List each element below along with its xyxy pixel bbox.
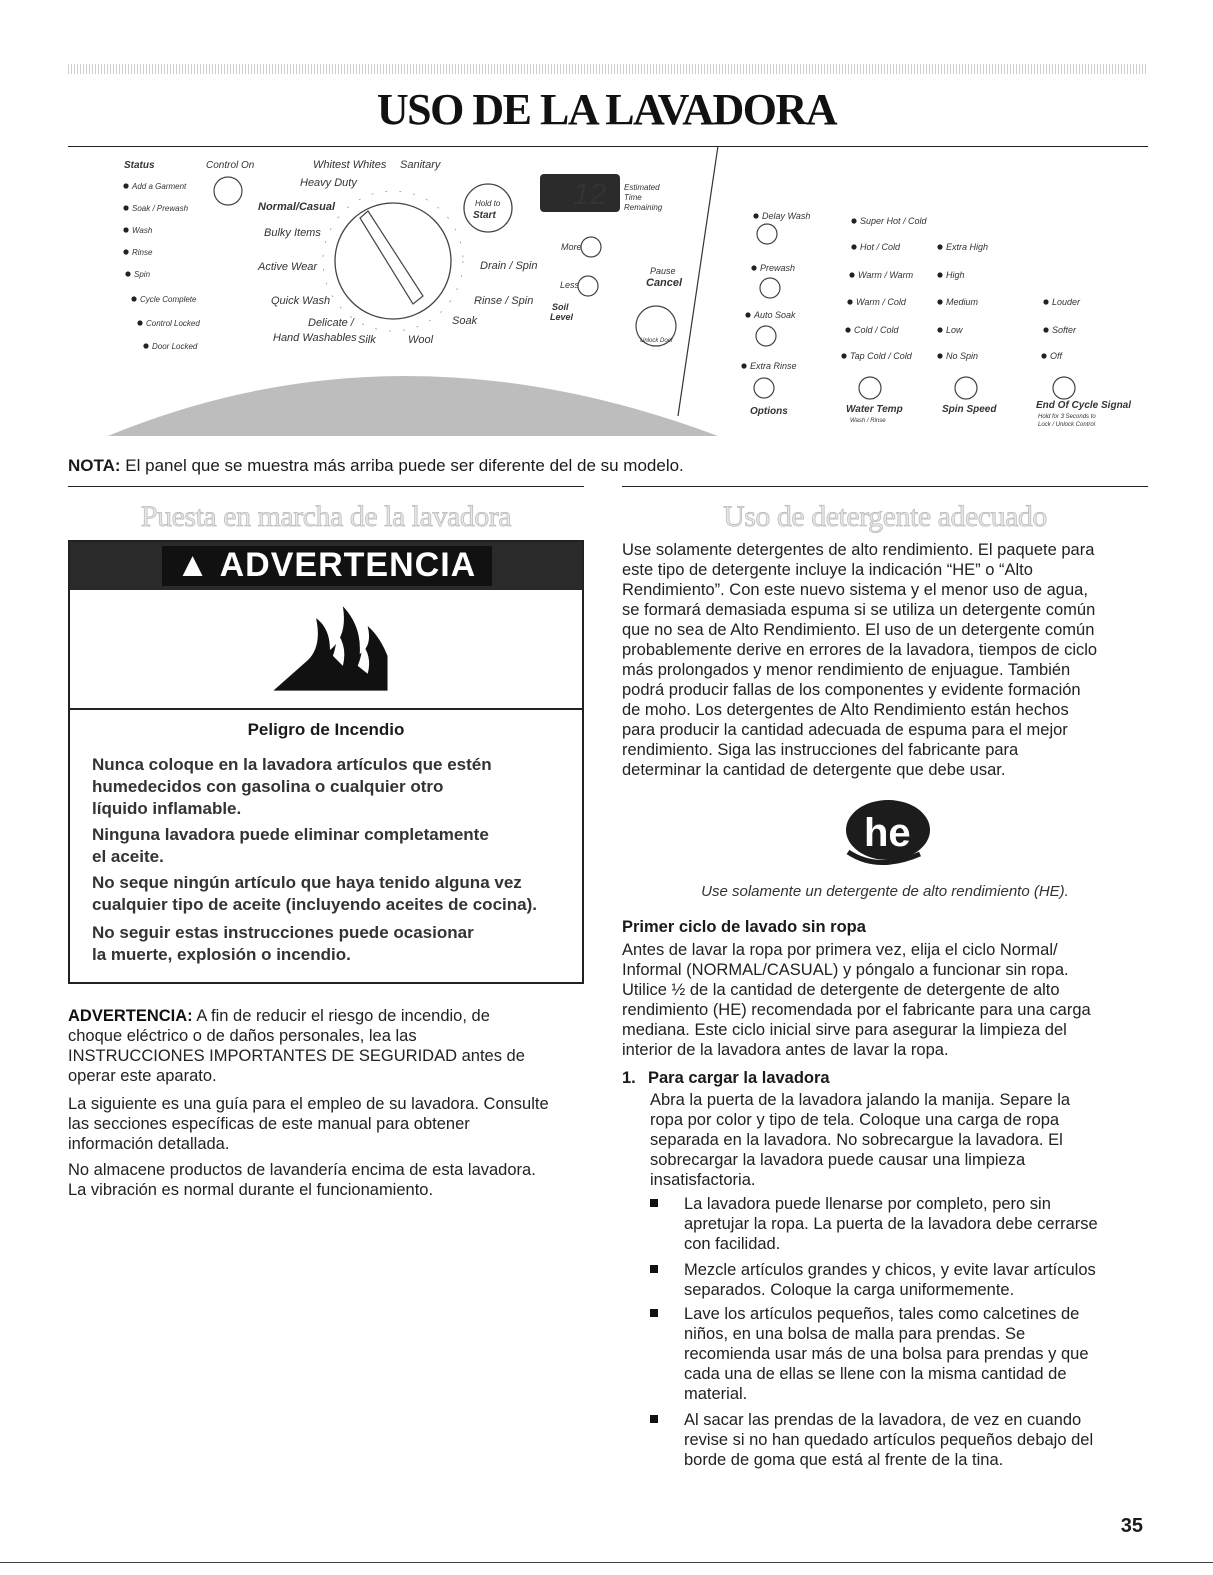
panel-note: [68, 456, 684, 476]
body-line: La siguiente es una guía para el empleo de su lavadora. Consulte: [68, 1095, 549, 1113]
spin-speed-button[interactable]: [955, 377, 977, 399]
storage-paragraph: [68, 1160, 588, 1200]
section-heading-left: Puesta en marcha de la lavadora: [140, 500, 512, 533]
body-line: insatisfactoria.: [650, 1171, 756, 1189]
bullet-text: [684, 1410, 1144, 1470]
body-line: interior de la lavadora antes de lavar la ropa.: [622, 1041, 949, 1059]
cycle-label: Wool: [408, 334, 434, 346]
more-button[interactable]: [581, 237, 601, 257]
water-temp-sub: Wash / Rinse: [850, 418, 886, 424]
cycle-signal-sub: Hold for 3 Seconds to: [1038, 414, 1096, 420]
temp-item: Super Hot / Cold: [860, 216, 927, 226]
soil-label: Soil: [552, 302, 569, 312]
spin-item: High: [946, 270, 965, 280]
body-line: Al sacar las prendas de la lavadora, de vez en cuando: [684, 1411, 1082, 1429]
cycle-label: Silk: [358, 334, 376, 346]
body-line: apretujar la ropa. La puerta de la lavadora debe cerrarse: [684, 1215, 1098, 1233]
spin-speed-label: Spin Speed: [942, 404, 997, 415]
less-button[interactable]: [578, 276, 598, 296]
cycle-label: Active Wear: [258, 261, 318, 273]
less-label: Less: [560, 280, 580, 290]
step-heading: [622, 1069, 830, 1088]
body-line: mediana. Este ciclo inicial sirve para asegurar la limpieza del: [622, 1021, 1067, 1039]
page-bottom-rule: [0, 1562, 1213, 1563]
warning-line: No seque ningún artículo que haya tenido alguna vez: [92, 873, 522, 892]
water-temp-group: [841, 216, 927, 424]
he-logo: [838, 796, 938, 868]
step-paragraph: [650, 1090, 1150, 1190]
warning-line: Nunca coloque en la lavadora artículos que estén: [92, 755, 492, 774]
cycle-label: Bulky Items: [264, 227, 321, 239]
more-label: More: [561, 242, 582, 252]
step-title: Para cargar la lavadora: [648, 1069, 830, 1087]
time-display-value: 12: [573, 178, 607, 211]
body-line: A fin de reducir el riesgo de incendio, de: [192, 1007, 490, 1025]
body-line: con facilidad.: [684, 1235, 781, 1253]
options-group: [741, 211, 810, 417]
spin-item: Extra High: [946, 242, 989, 252]
body-line: podrá producir fallas de los componentes y evidente formación: [622, 681, 1081, 699]
body-line: ropa por color y tipo de tela. Coloque una carga de ropa: [650, 1111, 1060, 1129]
advertencia-label: ADVERTENCIA:: [68, 1007, 193, 1025]
warning-triangle-icon: ▲: [175, 546, 211, 584]
body-line: material.: [684, 1385, 748, 1403]
header-pattern-band: [68, 64, 1148, 74]
bullet-square-icon: [650, 1199, 658, 1207]
temp-item: Tap Cold / Cold: [850, 351, 912, 361]
status-title: Status: [124, 160, 155, 171]
body-line: Utilice ½ de la cantidad de detergente de detergente de alto: [622, 981, 1060, 999]
cancel-label: Cancel: [646, 277, 683, 289]
warning-line: cualquier tipo de aceite (incluyendo aceites de cocina).: [92, 895, 537, 914]
guide-paragraph: [68, 1094, 588, 1154]
hold-to-label: Hold to: [475, 199, 501, 208]
option-item: Auto Soak: [754, 310, 796, 320]
bullet-text: [684, 1260, 1144, 1300]
body-line: se formará demasiada espuma si se utiliza un detergente común: [622, 601, 1096, 619]
body-line: probablemente derive en errores de la lavadora, tiempos de ciclo: [622, 641, 1098, 659]
temp-item: Warm / Warm: [858, 270, 914, 280]
body-line: Lave los artículos pequeños, tales como calcetines de: [684, 1305, 1080, 1323]
warning-paragraph: [92, 872, 562, 916]
panel-swoosh: [108, 376, 718, 436]
control-panel-svg: [68, 146, 1148, 436]
signal-item: Louder: [1052, 297, 1081, 307]
body-line: borde de goma que está al frente de la tina.: [684, 1451, 1004, 1469]
body-line: La vibración es normal durante el funcionamiento.: [68, 1181, 434, 1199]
bullet-text: [684, 1194, 1144, 1254]
detergent-paragraph: [622, 540, 1148, 780]
temp-item: Hot / Cold: [860, 242, 901, 252]
status-item: Door Locked: [152, 342, 198, 351]
note-label: NOTA:: [68, 456, 121, 475]
start-button[interactable]: [464, 184, 512, 232]
cycle-label: Whitest Whites: [313, 159, 387, 171]
status-item: Soak / Prewash: [132, 204, 189, 213]
signal-item: Off: [1050, 351, 1063, 361]
signal-item: Softer: [1052, 325, 1077, 335]
warning-line: el aceite.: [92, 847, 164, 866]
option-item: Extra Rinse: [750, 361, 797, 371]
spin-item: No Spin: [946, 351, 979, 361]
body-line: para producir la cantidad adecuada de espuma para el mejor: [622, 721, 1068, 739]
control-on-label: Control On: [206, 160, 255, 171]
cycle-label: Normal/Casual: [258, 201, 336, 213]
option-item: Prewash: [760, 263, 796, 273]
hazard-title: Peligro de Incendio: [247, 720, 405, 739]
note-text: El panel que se muestra más arriba puede ser diferente del de su modelo.: [120, 456, 684, 475]
estimated-label: Estimated: [624, 183, 660, 192]
bullet-square-icon: [650, 1265, 658, 1273]
fire-hazard-icon: [70, 596, 582, 696]
warning-line: humedecidos con gasolina o cualquier otro: [92, 777, 444, 796]
body-line: más prolongados y menor rendimiento de enjuague. También: [622, 661, 1071, 679]
step-number: 1.: [622, 1069, 636, 1087]
unlock-door-label: Unlock Door: [640, 338, 674, 344]
cycle-label: Drain / Spin: [480, 260, 538, 272]
warning-paragraph: [92, 922, 562, 966]
he-logo-text: he: [864, 811, 911, 855]
status-item: Add a Garment: [132, 182, 187, 191]
warning-line: líquido inflamable.: [92, 799, 242, 818]
fire-hazard-svg: [70, 596, 582, 696]
cycle-label: Heavy Duty: [300, 177, 357, 189]
body-line: que no sea de Alto Rendimiento. El uso de un detergente común: [622, 621, 1095, 639]
pause-label: Pause: [650, 266, 676, 276]
auto-soak-button[interactable]: [756, 326, 776, 346]
body-line: información detallada.: [68, 1135, 230, 1153]
status-item: Rinse: [132, 248, 153, 257]
cycle-label: Delicate /: [308, 317, 354, 329]
bullet-text: [684, 1304, 1144, 1404]
cycle-label: Quick Wash: [271, 295, 331, 307]
warning-content: [70, 708, 582, 984]
first-cycle-paragraph: [622, 940, 1148, 1060]
body-line: INSTRUCCIONES IMPORTANTES DE SEGURIDAD antes de: [68, 1047, 525, 1065]
spin-item: Medium: [946, 297, 979, 307]
estimated-label: Time: [624, 193, 642, 202]
body-line: sobrecargar la lavadora puede causar una limpieza: [650, 1151, 1026, 1169]
warning-line: la muerte, explosión o incendio.: [92, 945, 351, 964]
first-cycle-title: Primer ciclo de lavado sin ropa: [622, 918, 866, 936]
temp-item: Cold / Cold: [854, 325, 899, 335]
body-line: Mezcle artículos grandes y chicos, y evite lavar artículos: [684, 1261, 1096, 1279]
left-column-rule: [68, 486, 584, 487]
cycle-label: Rinse / Spin: [474, 295, 534, 307]
body-line: Use solamente detergentes de alto rendimiento. El paquete para: [622, 541, 1095, 559]
delay-wash-button[interactable]: [757, 224, 777, 244]
body-line: No almacene productos de lavandería encima de esta lavadora.: [68, 1161, 536, 1179]
warning-paragraph: [92, 824, 562, 868]
right-column-rule: [622, 486, 1148, 487]
advertencia-paragraph: [68, 1006, 588, 1086]
options-label: Options: [750, 406, 788, 417]
warning-line: Ninguna lavadora puede eliminar completamente: [92, 825, 489, 844]
spin-speed-group: [937, 242, 997, 415]
warning-title-text: ADVERTENCIA: [219, 546, 477, 584]
body-line: cada una de ellas se llene con la misma cantidad de: [684, 1365, 1067, 1383]
cycle-signal-button[interactable]: [1053, 377, 1075, 399]
status-item: Spin: [134, 270, 151, 279]
spin-item: Low: [946, 325, 963, 335]
option-item: Delay Wash: [762, 211, 811, 221]
temp-item: Warm / Cold: [856, 297, 906, 307]
extra-rinse-button[interactable]: [754, 378, 774, 398]
status-list: [123, 182, 200, 351]
water-temp-label: Water Temp: [846, 404, 903, 415]
body-line: niños, en una bolsa de malla para prendas. Se: [684, 1325, 1026, 1343]
bullet-square-icon: [650, 1309, 658, 1317]
cycle-label: Sanitary: [400, 159, 441, 171]
soil-label: Level: [550, 312, 574, 322]
body-line: las secciones específicas de este manual para obtener: [68, 1115, 470, 1133]
body-line: Abra la puerta de la lavadora jalando la manija. Separe la: [650, 1091, 1071, 1109]
status-item: Control Locked: [146, 319, 200, 328]
prewash-button[interactable]: [760, 278, 780, 298]
panel-divider: [678, 146, 718, 416]
section-heading-right: Uso de detergente adecuado: [723, 500, 1047, 533]
cycle-labels: [257, 159, 537, 346]
body-line: choque eléctrico o de daños personales, lea las: [68, 1027, 417, 1045]
body-line: determinar la cantidad de detergente que debe usar.: [622, 761, 1006, 779]
page-number: 35: [1120, 1515, 1143, 1537]
body-line: Rendimiento”. Con este nuevo sistema y el menor uso de agua,: [622, 581, 1088, 599]
body-line: de moho. Los detergentes de Alto Rendimiento están hechos: [622, 701, 1069, 719]
control-on-button[interactable]: [214, 177, 242, 205]
warning-band: [70, 542, 582, 590]
body-line: operar este aparato.: [68, 1067, 217, 1085]
cycle-label: Soak: [452, 315, 478, 327]
he-logo-svg: [838, 796, 938, 868]
water-temp-button[interactable]: [859, 377, 881, 399]
start-label: Start: [473, 210, 496, 221]
body-line: rendimiento. Siga las instrucciones del fabricante para: [622, 741, 1019, 759]
estimated-label: Remaining: [624, 203, 663, 212]
bullet-square-icon: [650, 1415, 658, 1423]
page-title: USO DE LA LAVADORA: [376, 85, 837, 134]
body-line: La lavadora puede llenarse por completo, pero sin: [684, 1195, 1051, 1213]
control-panel-illustration: [68, 146, 1148, 436]
body-line: separados. Coloque la carga uniformemente.: [684, 1281, 1015, 1299]
body-line: Antes de lavar la ropa por primera vez, elija el ciclo Normal/: [622, 941, 1058, 959]
cycle-signal-group: [1036, 297, 1131, 428]
warning-box: [68, 540, 584, 984]
status-item: Wash: [132, 226, 153, 235]
logo-caption: Use solamente un detergente de alto rendimiento (HE).: [701, 883, 1069, 900]
body-line: este tipo de detergente incluye la indicación “HE” o “Alto: [622, 561, 1033, 579]
body-line: revise si no han quedado artículos pequeños debajo del: [684, 1431, 1094, 1449]
warning-line: No seguir estas instrucciones puede ocasionar: [92, 923, 474, 942]
status-item: Cycle Complete: [140, 295, 197, 304]
cycle-label: Hand Washables: [273, 332, 357, 344]
body-line: recomienda usar más de una bolsa para prendas y que: [684, 1345, 1089, 1363]
body-line: separada en la lavadora. No sobrecargue la lavadora. El: [650, 1131, 1063, 1149]
warning-paragraph: [92, 754, 562, 820]
body-line: rendimiento (HE) recomendada por el fabricante para una carga: [622, 1001, 1091, 1019]
cycle-signal-sub: Lock / Unlock Control: [1038, 422, 1096, 428]
warning-title: [70, 546, 582, 585]
cycle-dial[interactable]: [323, 191, 463, 331]
body-line: Informal (NORMAL/CASUAL) y póngalo a funcionar sin ropa.: [622, 961, 1069, 979]
cycle-signal-label: End Of Cycle Signal: [1036, 400, 1132, 411]
